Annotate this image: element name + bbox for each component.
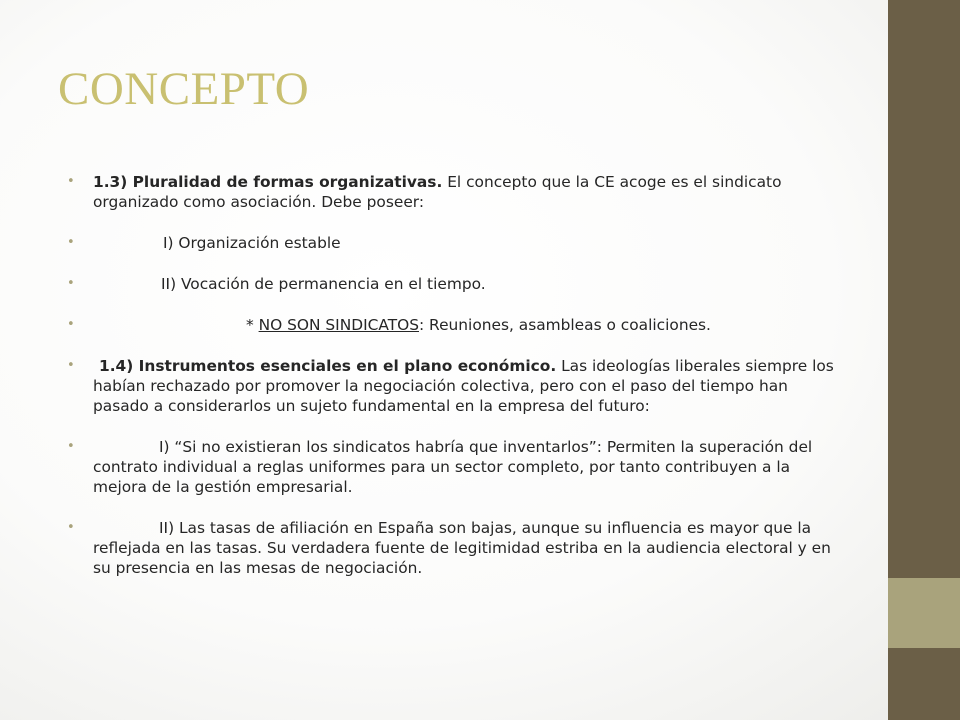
side-band-accent [888, 578, 960, 648]
item-heading: 1.4) Instrumentos esenciales en el plano económico. [99, 357, 557, 375]
list-item [67, 356, 847, 416]
slide-title: CONCEPTO [58, 63, 310, 115]
item-text: II) Las tasas de afiliación en España son bajas, aunque su influencia es mayor que la reflejada en las tasas. Su verdadera fuente de legitimidad estriba en la audiencia electoral y en su presencia en las mesas de negociación. [93, 519, 831, 577]
item-text: El concepto que la CE acoge es el sindicato organizado como asociación. Debe poseer: [93, 173, 782, 211]
list-item [67, 315, 847, 335]
bullet-list [67, 172, 847, 599]
bullet-icon: • [67, 358, 75, 373]
side-band [888, 0, 960, 720]
item-text: II) Vocación de permanencia en el tiempo. [161, 275, 486, 293]
list-item [67, 233, 847, 253]
item-text: Las ideologías liberales siempre los habían rechazado por promover la negociación colectiva, pero con el paso del tiempo han pasado a considerarlos un sujeto fundamental en la empresa del futuro: [93, 357, 834, 415]
bullet-icon: • [67, 520, 75, 535]
item-underlined: NO SON SINDICATOS [258, 316, 419, 334]
item-heading: 1.3) Pluralidad de formas organizativas. [93, 173, 443, 191]
bullet-icon: • [67, 174, 75, 189]
list-item [67, 437, 847, 497]
bullet-icon: • [67, 317, 75, 332]
item-text: : Reuniones, asambleas o coaliciones. [418, 316, 711, 334]
list-item [67, 274, 847, 294]
bullet-icon: • [67, 276, 75, 291]
bullet-icon: • [67, 235, 75, 250]
item-text: I) Organización estable [163, 234, 341, 252]
list-item [67, 172, 847, 212]
item-prefix: * [246, 316, 259, 334]
item-text: I) “Si no existieran los sindicatos habría que inventarlos”: Permiten la superación del contrato individual a reglas uniformes para un sector completo, por tanto contribuyen a la mejora de la gestión empresarial. [93, 438, 813, 496]
list-item [67, 518, 847, 578]
bullet-icon: • [67, 439, 75, 454]
